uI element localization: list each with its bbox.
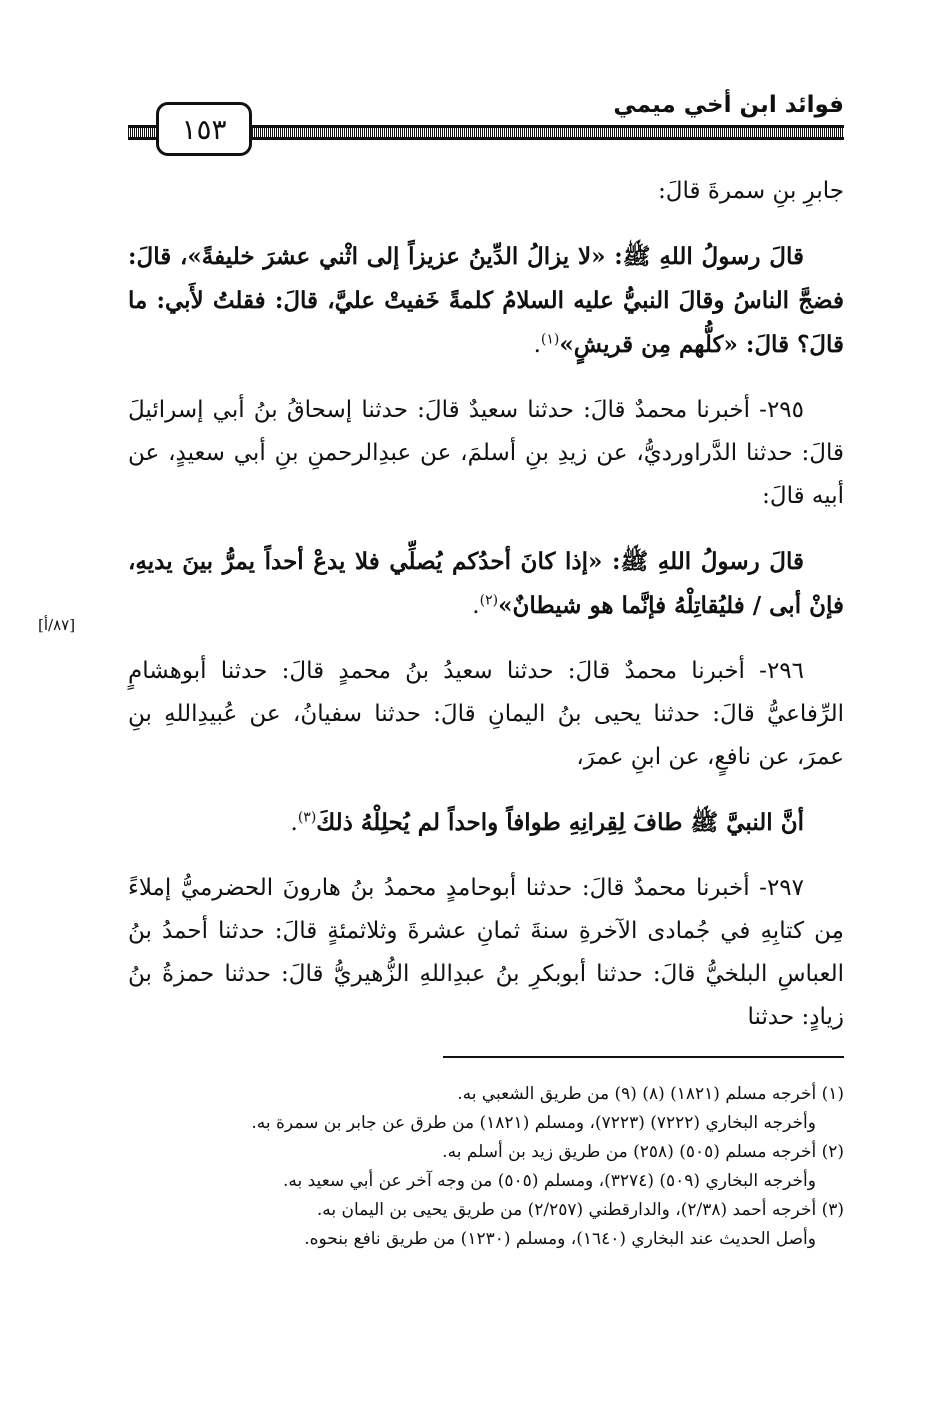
- running-header: [128, 70, 844, 160]
- footnote-ref: (٢): [479, 592, 499, 609]
- isnad-295: ٢٩٥- أخبرنا محمدٌ قالَ: حدثنا سعيدٌ قالَ: حدثنا إسحاقُ بنُ أبي إسرائيلَ قالَ: حدثنا الدَّراورديُّ، عن زيدِ بنِ أسلمَ، عن عبدِالرحمنِ بنِ أبي سعيدٍ، عن أبيه قالَ:: [128, 397, 844, 509]
- footnote-ref: (١): [540, 331, 560, 348]
- footnote: (٣) أخرجه أحمد (٢/٣٨)، والدارقطني (٢/٢٥٧) من طريق يحيى بن اليمان به.: [316, 1200, 844, 1220]
- book-title: فوائد ابن أخي ميمي: [613, 92, 844, 118]
- footnote-ref: (٣): [297, 809, 317, 826]
- footnote: (٢) أخرجه مسلم (٥٠٥) (٢٥٨) من طريق زيد بن أسلم به.: [442, 1142, 844, 1162]
- footnote-continuation: وأصل الحديث عند البخاري (١٦٤٠)، ومسلم (١٢٣٠) من طريق نافع بنحوه.: [304, 1229, 816, 1249]
- isnad-296: ٢٩٦- أخبرنا محمدٌ قالَ: حدثنا سعيدُ بنُ محمدٍ قالَ: حدثنا أبوهشامٍ الرِّفاعيُّ قالَ: حدثنا يحيى بنُ اليمانِ قالَ: حدثنا سفيانُ، عن عُبيدِاللهِ بنِ عمرَ، عن نافعٍ، عن ابنِ عمرَ،: [128, 658, 844, 770]
- page-number: ١٥٣: [156, 102, 252, 156]
- hadith-text: قالَ رسولُ اللهِ ﷺ: «إذا كانَ أحدُكم يُصلِّي فلا يدعْ أحداً يمرُّ بينَ يديهِ، فإنْ أبى / فليُقاتِلْهُ فإنَّما هو شيطانٌ»$^{(٢)}$.: [128, 548, 844, 619]
- footnotes: [128, 1080, 844, 1254]
- isnad-297: ٢٩٧- أخبرنا محمدٌ قالَ: حدثنا أبوحامدٍ محمدُ بنُ هارونَ الحضرميُّ إملاءً مِن كتابِهِ في جُمادى الآخرةِ سنةَ ثمانِ عشرةَ وثلاثمئةٍ قالَ: حدثنا أحمدُ بنُ العباسِ البلخيُّ قالَ: حدثنا أبوبكرِ بنُ عبدِاللهِ الزُّهيريُّ قالَ: حدثنا حمزةُ بنُ زيادٍ: حدثنا: [128, 875, 844, 1030]
- hadith-text: أنَّ النبيَّ ﷺ طافَ لِقِرانِهِ طوافاً واحداً لم يُحلِلْهُ ذلكَ$^{(٣)}$.: [290, 809, 804, 836]
- footnote-continuation: وأخرجه البخاري (٧٢٢٢) (٧٢٢٣)، ومسلم (١٨٢١) من طرق عن جابر بن سمرة به.: [251, 1113, 816, 1133]
- footnote-divider: [443, 1056, 844, 1058]
- main-text: [128, 170, 844, 1061]
- footnote-continuation: وأخرجه البخاري (٥٠٩) (٣٢٧٤)، ومسلم (٥٠٥) من وجه آخر عن أبي سعيد به.: [282, 1171, 816, 1191]
- hadith-matn: قالَ رسولُ اللهِ ﷺ: «إذا كانَ أحدُكم يُصلِّي فلا يدعْ أحداً يمرُّ بينَ يديهِ، فإنْ أبى / فليُقاتِلْهُ فإنَّما هو شيطانٌ»: [128, 548, 844, 619]
- manuscript-folio-note: [٨٧/أ]: [38, 616, 76, 634]
- paragraph: جابرِ بنِ سمرةَ قالَ:: [658, 178, 844, 204]
- hadith-text: قالَ رسولُ اللهِ ﷺ: «لا يزالُ الدِّينُ عزيزاً إلى اثْني عشرَ خليفةً»، قالَ: فضجَّ الناسُ وقالَ النبيُّ عليه السلامُ كلمةً خَفيتْ عليَّ، قالَ: فقلتُ لأَبي: ما قالَ؟ قالَ: «كلُّهم مِن قريشٍ»$^{(١)}$.: [128, 243, 844, 358]
- hadith-matn: قالَ رسولُ اللهِ ﷺ: «لا يزالُ الدِّينُ عزيزاً إلى اثْني عشرَ خليفةً»، قالَ: فضجَّ الناسُ وقالَ النبيُّ عليه السلامُ كلمةً خَفيتْ عليَّ، قالَ: فقلتُ لأَبي: ما قالَ؟ قالَ: «كلُّهم مِن قريشٍ»: [128, 243, 844, 358]
- hadith-matn: أنَّ النبيَّ ﷺ طافَ لِقِرانِهِ طوافاً واحداً لم يُحلِلْهُ ذلكَ: [316, 809, 804, 836]
- footnote: (١) أخرجه مسلم (١٨٢١) (٨) (٩) من طريق الشعبي به.: [457, 1084, 844, 1104]
